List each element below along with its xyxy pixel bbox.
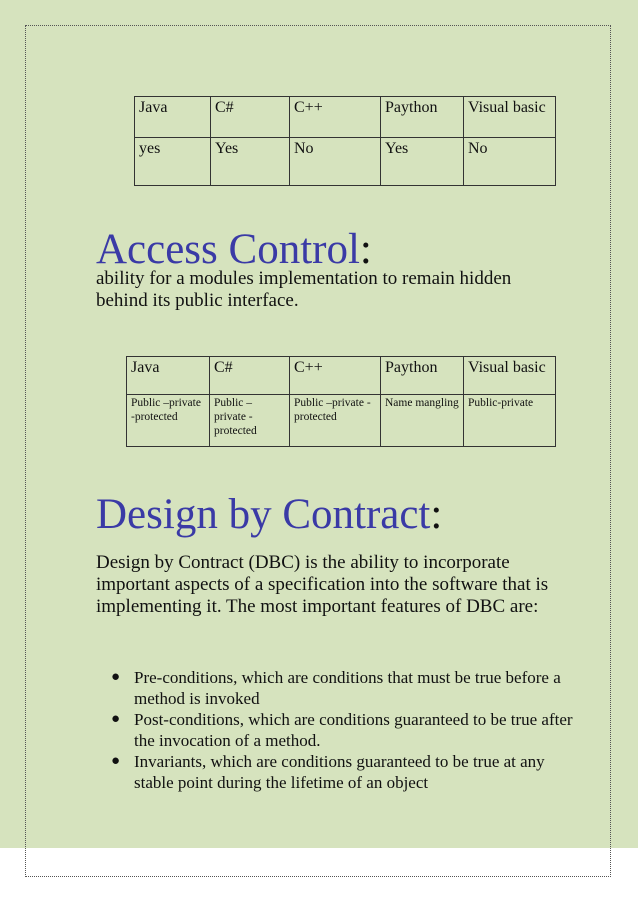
table-cell: Visual basic xyxy=(464,357,556,395)
table-cell: C++ xyxy=(290,97,381,138)
languages-table-2 xyxy=(126,356,556,447)
table-cell: Public –private -protected xyxy=(290,395,381,447)
table-cell: Public-private xyxy=(464,395,556,447)
access-control-description: ability for a modules implementation to remain hidden behind its public interface. xyxy=(96,268,512,311)
heading-text: Design by Contract xyxy=(96,491,431,538)
table-header-row xyxy=(127,357,556,395)
design-by-contract-description: Design by Contract (DBC) is the ability to incorporate important aspects of a specification into the software that is implementing it. The most important features of DBC are: xyxy=(96,552,549,617)
list-item-text: Pre-conditions, which are conditions that must be true before a method is invoked xyxy=(134,668,561,708)
list-item-text: Invariants, which are conditions guaranteed to be true at any stable point during the lifetime of an object xyxy=(134,752,545,792)
bullet-icon: ● xyxy=(111,753,121,769)
table-cell: Java xyxy=(135,97,211,138)
bullet-icon: ● xyxy=(111,669,121,685)
list-item-text: Post-conditions, which are conditions guaranteed to be true after the invocation of a method. xyxy=(134,710,573,750)
table-cell: Yes xyxy=(381,138,464,186)
list-item xyxy=(111,667,584,709)
table-cell: Public –private -protected xyxy=(127,395,210,447)
heading-colon: : xyxy=(359,226,372,273)
table-cell: C# xyxy=(211,97,290,138)
design-by-contract-heading xyxy=(96,490,442,540)
table-cell: Name mangling xyxy=(381,395,464,447)
table-cell: No xyxy=(290,138,381,186)
table-cell: yes xyxy=(135,138,211,186)
dbc-feature-list xyxy=(96,667,584,793)
table-cell: No xyxy=(464,138,556,186)
heading-text: Access Control xyxy=(96,226,360,273)
table-row xyxy=(135,138,556,186)
bullet-icon: ● xyxy=(111,711,121,727)
table-cell: Yes xyxy=(211,138,290,186)
table-cell: Paython xyxy=(381,357,464,395)
table-cell: Visual basic xyxy=(464,97,556,138)
table-header-row xyxy=(135,97,556,138)
table-cell: Paython xyxy=(381,97,464,138)
list-item xyxy=(111,709,584,751)
table-row xyxy=(127,395,556,447)
table-cell: Public – private -protected xyxy=(210,395,290,447)
list-item xyxy=(111,751,584,793)
heading-colon: : xyxy=(430,491,443,538)
table-cell: C++ xyxy=(290,357,381,395)
table-cell: Java xyxy=(127,357,210,395)
languages-table-1 xyxy=(134,96,556,186)
table-cell: C# xyxy=(210,357,290,395)
